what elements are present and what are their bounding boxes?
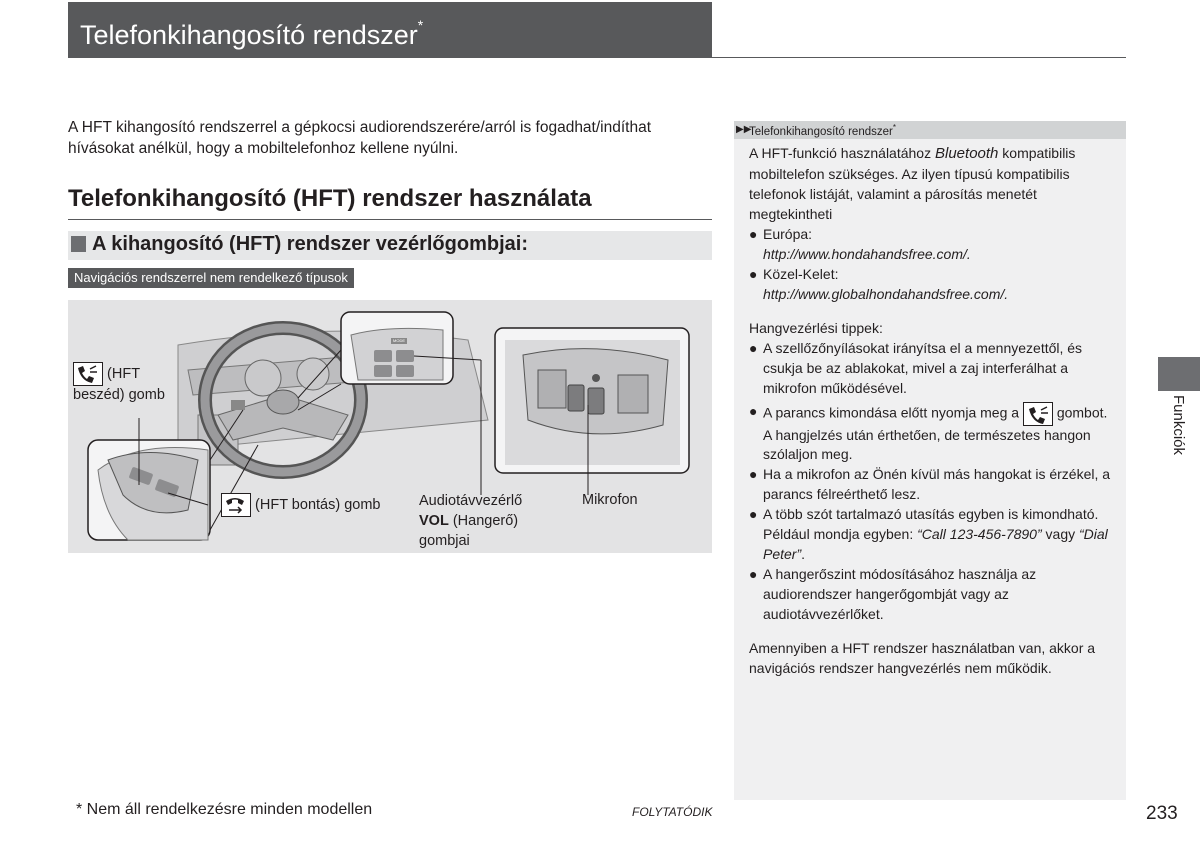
tips-heading: Hangvezérlési tippek: [749,320,883,336]
footnote-mark: * [417,17,424,33]
sidebar-title: Telefonkihangosító rendszer* [749,123,896,138]
chapter-tab-label: Funkciók [1170,395,1187,456]
controls-illustration [68,300,712,553]
list-item: ● A szellőzőnyílásokat irányítsa el a mennyezettől, és csukja be az ablakokat, mivel a zaj interferálhat a mikrofon működésével. [749,340,1083,396]
list-item: ● Európa: [749,226,813,242]
chapter-tab[interactable] [1158,357,1200,391]
hft-talk-callout: (HFT beszéd) gomb [73,362,165,405]
hft-talk-button-icon [1023,402,1053,426]
subsection-heading: A kihangosító (HFT) rendszer vezérlőgombjai: [92,233,528,255]
svg-text:MODE: MODE [393,338,405,343]
footnote: * Nem áll rendelkezésre minden modellen [76,801,373,818]
list-item: ● A hangerőszint módosításához használja az audiorendszer hangerőgombját vagy az audiotávvezérlőket. [749,566,1037,622]
square-bullet-icon [71,236,86,252]
list-item: ● A parancs kimondása előtt nyomja meg a gombot. A hangjelzés után érthetően, de természetes hangon szólaljon meg. [749,403,1108,462]
page-title: Telefonkihangosító rendszer* [80,17,424,50]
europe-url: http://www.hondahandsfree.com/. [763,246,971,262]
mideast-url: http://www.globalhondahandsfree.com/. [763,286,1009,302]
sidebar-body [749,143,1111,678]
header-divider [68,57,1126,58]
continued-label: FOLYTATÓDIK [632,805,713,819]
hft-talk-button-icon [73,362,103,386]
intro-paragraph: A HFT kihangosító rendszerrel a gépkocsi audiorendszerére/arról is fogadhat/indíthat hívásokat anélkül, hogy a mobiltelefonhoz kellene nyúlni. [68,119,652,157]
hft-hangup-callout: (HFT bontás) gomb [221,493,380,517]
section-divider [68,219,712,220]
list-item: ● A több szót tartalmazó utasítás egyben is kimondható. Például mondja egyben: “Call 123-456-7890” vagy “Dial Peter”. [749,506,1108,562]
steering-wheel-illustration [68,300,712,553]
reference-arrow-icon: ▶▶ [736,124,752,135]
microphone-callout: Mikrofon [582,492,638,508]
section-heading: Telefonkihangosító (HFT) rendszer használata [68,185,592,212]
audio-remote-callout: Audiotávvezérlő VOL (Hangerő) gombjai [419,493,523,549]
page-number: 233 [1146,803,1178,824]
closing-note: Amennyiben a HFT rendszer használatban van, akkor a navigációs rendszer hangvezérlés nem működik. [749,640,1096,676]
model-variant-tag: Navigációs rendszerrel nem rendelkező típusok [68,268,354,288]
list-item: ● Közel-Kelet: [749,266,839,282]
compatibility-note: A HFT-funkció használatához Bluetooth kompatibilis mobiltelefon szükséges. Az ilyen típusú kompatibilis telefonok listáját, valamint a párosítás menetét megtekintheti [749,145,1076,222]
list-item: ● Ha a mikrofon az Önén kívül más hangokat is érzékel, a parancs félreérthető lesz. [749,466,1111,502]
hft-hangup-button-icon [221,493,251,517]
